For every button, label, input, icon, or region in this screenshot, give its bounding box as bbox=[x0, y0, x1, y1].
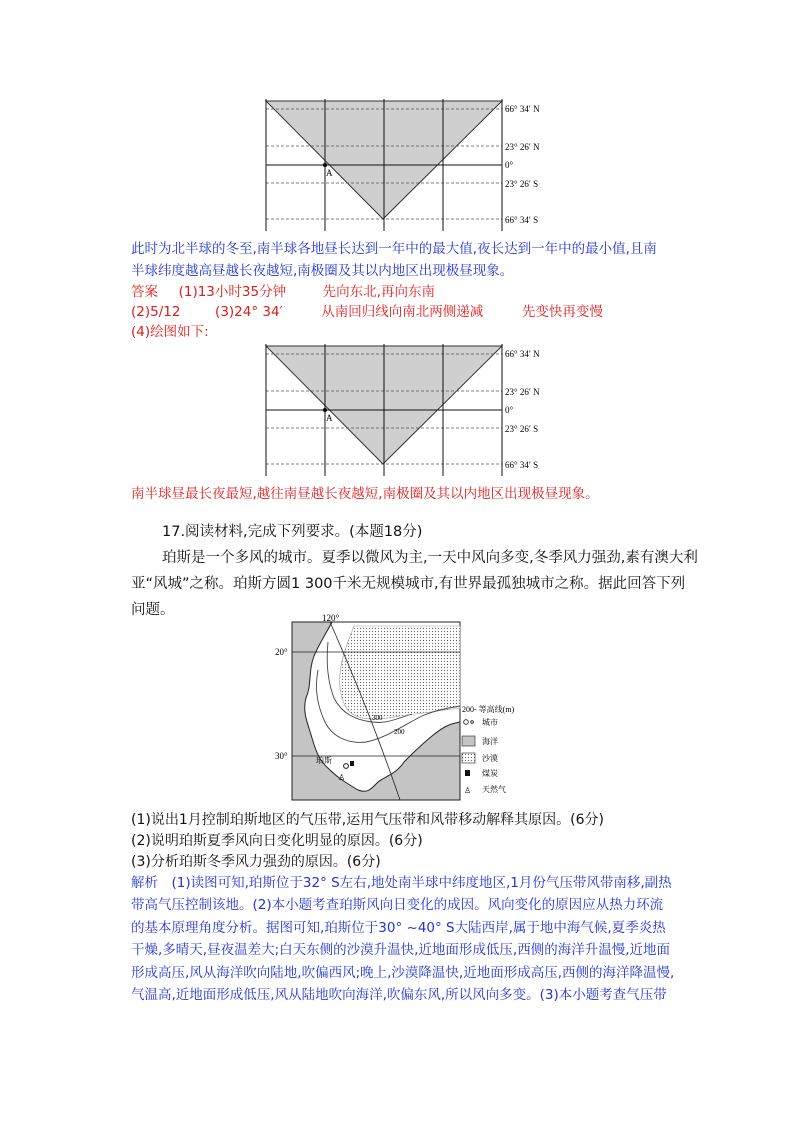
legend-coal: 煤炭 bbox=[482, 769, 498, 778]
sub-question-2: (2)说明珀斯夏季风向日变化明显的原因。(6分) bbox=[131, 833, 423, 849]
solution-line-5: 形成高压,风从海洋吹向陆地,吹偏西风;晚上,沙漠降温快,近地面形成高压,西侧的海洋降温慢, bbox=[131, 964, 675, 981]
lat-66n-label: 66° 34′ N bbox=[505, 104, 540, 114]
question-title: 17.阅读材料,完成下列要求。(本题18分) bbox=[162, 524, 423, 540]
perth-city-marker bbox=[344, 764, 349, 769]
explanation-2: 南半球昼最长夜最短,越往南昼越长夜越短,南极圈及其以内地区出现极昼现象。 bbox=[131, 486, 599, 502]
daylight-diagram-2 bbox=[250, 340, 560, 480]
lat-66s-label: 66° 34′ S bbox=[505, 215, 539, 225]
lat-66n-label: 66° 34′ N bbox=[505, 349, 540, 359]
answer-2: (2)5/12 bbox=[131, 304, 181, 320]
legend-contour: 200- 等高线(m) bbox=[462, 705, 515, 714]
lat-20-label: 20° bbox=[275, 647, 288, 657]
point-a-label: A bbox=[326, 413, 333, 423]
legend-ocean-icon bbox=[462, 736, 475, 746]
lat-0-label: 0° bbox=[505, 160, 514, 170]
solution-line-2: 带高气压控制该地。(2)本小题考查珀斯风向日变化的成因。风向变化的原因应从热力环流 bbox=[131, 897, 664, 914]
legend-city-icon bbox=[464, 720, 469, 725]
perth-map bbox=[272, 612, 552, 807]
material-line-3: 问题。 bbox=[131, 602, 175, 618]
contour-300-label: 300 bbox=[372, 714, 383, 722]
legend-ocean: 海洋 bbox=[482, 737, 498, 746]
answer-label: 答案 bbox=[131, 284, 158, 300]
legend-city: 城市 bbox=[482, 718, 498, 727]
solution-line-4: 干燥,多晴天,昼夜温差大;白天东侧的沙漠升温快,近地面形成低压,西侧的海洋升温慢,近地面 bbox=[131, 942, 671, 959]
contour-200-label: 200 bbox=[394, 728, 405, 736]
daylight-diagram-1 bbox=[250, 95, 560, 235]
answer-line-2 bbox=[131, 303, 603, 321]
solution-line-1: 解析 (1)读图可知,珀斯位于32° S左右,地处南半球中纬度地区,1月份气压带风带南移,副热 bbox=[131, 875, 672, 891]
answer-3b: 从南回归线向南北两侧递减 bbox=[321, 304, 484, 320]
legend-coal-icon bbox=[465, 770, 470, 776]
explanation-line-2: 半球纬度越高昼越长夜越短,南极圈及其以内地区出现极昼现象。 bbox=[131, 263, 514, 279]
solution-line-6: 气温高,近地面形成低压,风从陆地吹向海洋,吹偏东风,所以风向多变。(3)本小题考查气压带 bbox=[131, 987, 667, 1004]
lon-120-label: 120° bbox=[322, 613, 340, 623]
solution-block bbox=[131, 872, 674, 1006]
answer-line-1 bbox=[131, 283, 435, 301]
explanation-line-1: 此时为北半球的冬至,南半球各地昼长达到一年中的最大值,夜长达到一年中的最小值,且南 bbox=[131, 241, 657, 257]
legend-desert: 沙漠 bbox=[482, 754, 498, 763]
answer-3: (3)24° 34′ bbox=[215, 304, 283, 320]
perth-label: 珀斯 bbox=[316, 756, 332, 765]
lat-23s-label: 23° 26′ S bbox=[505, 179, 539, 189]
lat-23n-label: 23° 26′ N bbox=[505, 387, 540, 397]
gas-marker: ♙ bbox=[338, 773, 346, 782]
legend-gas-icon: ♙ bbox=[464, 786, 472, 795]
point-a-label: A bbox=[326, 168, 333, 178]
sub-question-1: (1)说出1月控制珀斯地区的气压带,运用气压带和风带移动解释其原因。(6分) bbox=[131, 812, 605, 828]
legend-gas: 天然气 bbox=[482, 785, 506, 794]
answer-4: (4)绘图如下: bbox=[131, 324, 209, 340]
map-desert bbox=[340, 626, 460, 719]
lat-66s-label: 66° 34′ S bbox=[505, 460, 539, 470]
sub-question-3: (3)分析珀斯冬季风力强劲的原因。(6分) bbox=[131, 854, 381, 870]
material-line-2: 亚“风城”之称。珀斯方圆1 300千米无规模城市,有世界最孤独城市之称。据此回答下列 bbox=[131, 576, 686, 592]
material-line-1: 珀斯是一个多风的城市。夏季以微风为主,一天中风向多变,冬季风力强劲,素有澳大利 bbox=[162, 550, 698, 566]
lat-23s-label: 23° 26′ S bbox=[505, 424, 539, 434]
point-a-marker bbox=[323, 163, 327, 167]
lat-0-label: 0° bbox=[505, 405, 514, 415]
lat-30-label: 30° bbox=[275, 751, 288, 761]
answer-3c: 先变快再变慢 bbox=[521, 304, 603, 320]
point-a-marker bbox=[323, 408, 327, 412]
coal-marker bbox=[350, 761, 354, 766]
solution-line-3: 的基本原理角度分析。据图可知,珀斯位于30° ~40° S大陆西岸,属于地中海气候,夏季炎热 bbox=[131, 919, 666, 936]
legend-desert-icon bbox=[462, 753, 475, 763]
lat-23n-label: 23° 26′ N bbox=[505, 142, 540, 152]
answer-1b: 先向东北,再向东南 bbox=[322, 284, 435, 300]
answer-1: (1)13小时35分钟 bbox=[178, 284, 287, 300]
